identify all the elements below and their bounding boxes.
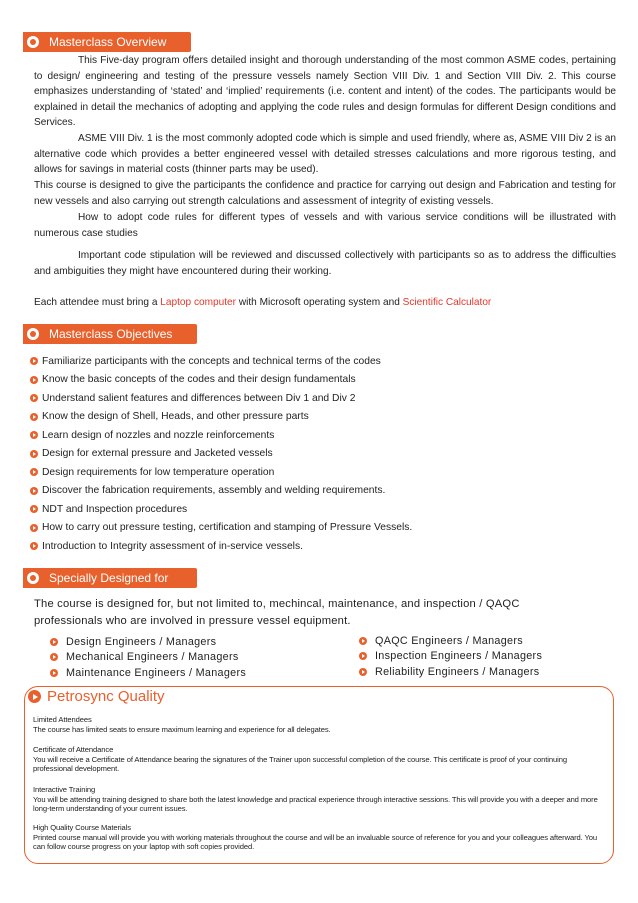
circle-icon xyxy=(27,328,39,340)
list-item: Design for external pressure and Jacketed vessels xyxy=(30,445,412,464)
bullet-arrow-icon xyxy=(30,413,38,421)
bullet-arrow-icon xyxy=(30,450,38,458)
laptop-requirement: Laptop computer xyxy=(160,297,237,308)
bullet-arrow-icon xyxy=(30,524,38,532)
list-item: Inspection Engineers / Managers xyxy=(359,649,542,665)
overview-paragraph-2: ASME VIII Div. 1 is the most commonly adopted code which is simple and used friendly, where as, ASME VIII Div 2 is an alternative code which provides a better engineered vessel with detailed stresses calculations and more rigorous testing, and allows for savings in material costs (thinner parts may be used). xyxy=(34,133,616,176)
quality-item-heading: Limited Attendees xyxy=(33,715,92,724)
quality-item-text: Printed course manual will provide you with working materials throughout the course and will be an invaluable source of reference for you and your colleagues afterward. You can follow course progress on your laptop with soft copies provided. xyxy=(33,832,598,852)
list-item: Know the design of Shell, Heads, and other pressure parts xyxy=(30,408,412,427)
bullet-arrow-icon xyxy=(50,638,58,646)
objectives-list xyxy=(30,352,412,556)
overview-paragraph-5: Important code stipulation will be reviewed and discussed collectively with participants so as to address the difficulties and ambiguities they might have encountered during their working. xyxy=(34,250,616,277)
designed-for-intro: The course is designed for, but not limited to, mechincal, maintenance, and inspection / QAQC professionals who are involved in pressure vessel equipment. xyxy=(34,598,520,627)
bring-prefix: Each attendee must bring a xyxy=(34,297,161,308)
list-item: Familiarize participants with the concepts and technical terms of the codes xyxy=(30,352,412,371)
list-item: QAQC Engineers / Managers xyxy=(359,633,542,649)
bullet-arrow-icon xyxy=(50,669,58,677)
audience-list-right xyxy=(359,633,542,680)
list-item: Understand salient features and differences between Div 1 and Div 2 xyxy=(30,389,412,408)
bullet-arrow-icon xyxy=(30,357,38,365)
quality-item-heading: Certificate of Attendance xyxy=(33,745,114,754)
list-item: Design Engineers / Managers xyxy=(50,634,246,650)
quality-item-text: You will receive a Certificate of Attendance bearing the signatures of the Trainer upon successful completion of the course. This certificate is proof of your continuing professional development. xyxy=(33,754,567,774)
objectives-header xyxy=(23,324,197,344)
list-item: Know the basic concepts of the codes and their design fundamentals xyxy=(30,371,412,390)
bullet-arrow-icon xyxy=(30,394,38,402)
overview-header xyxy=(23,32,191,52)
overview-paragraph-1: This Five-day program offers detailed insight and thorough understanding of the most common ASME codes, pertaining to design/ engineering and testing of the pressure vessels namely Section VIII Div. 1 and Section VIII Div. 2. This course emphasizes understanding of ‘stated’ and ‘implied’ requirements (i.e. content and intent) of the codes. The participants would be explained in detail the mechanics of adopting and applying the code rules and design formulas for different Design conditions and Services. xyxy=(34,55,616,129)
overview-paragraph-4: How to adopt code rules for different types of vessels and with various service conditions will be illustrated with numerous case studies xyxy=(34,212,616,239)
designed-for-header-label: Specially Designed for xyxy=(49,571,169,585)
list-item: Discover the fabrication requirements, assembly and welding requirements. xyxy=(30,482,412,501)
bullet-arrow-icon xyxy=(30,542,38,550)
quality-item xyxy=(33,715,607,734)
quality-item-text: The course has limited seats to ensure maximum learning and experience for all delegates. xyxy=(33,724,331,734)
list-item: Mechanical Engineers / Managers xyxy=(50,650,246,666)
quality-item-heading: High Quality Course Materials xyxy=(33,823,131,832)
objectives-header-label: Masterclass Objectives xyxy=(49,327,173,341)
list-item: Design requirements for low temperature operation xyxy=(30,463,412,482)
bullet-arrow-icon xyxy=(359,652,367,660)
quality-item xyxy=(33,745,607,774)
bullet-arrow-icon xyxy=(359,637,367,645)
quality-title xyxy=(28,688,165,705)
list-item: Reliability Engineers / Managers xyxy=(359,664,542,680)
bullet-arrow-icon xyxy=(30,505,38,513)
circle-icon xyxy=(27,36,39,48)
list-item: Introduction to Integrity assessment of in-service vessels. xyxy=(30,537,412,556)
calculator-requirement: Scientific Calculator xyxy=(402,297,492,308)
audience-list-left xyxy=(50,634,246,681)
designed-for-header xyxy=(23,568,197,588)
circle-icon xyxy=(27,572,39,584)
overview-header-label: Masterclass Overview xyxy=(49,35,167,49)
play-icon xyxy=(28,690,41,703)
quality-item xyxy=(33,823,607,852)
bullet-arrow-icon xyxy=(30,487,38,495)
quality-item xyxy=(33,785,607,814)
bullet-arrow-icon xyxy=(30,468,38,476)
bullet-arrow-icon xyxy=(30,431,38,439)
quality-item-text: You will be attending training designed to share both the latest knowledge and practical experience through interactive sessions. This will provide you with a deeper and more long-term understanding of your current issues. xyxy=(33,794,598,814)
bullet-arrow-icon xyxy=(30,376,38,384)
list-item: NDT and Inspection procedures xyxy=(30,500,412,519)
list-item: How to carry out pressure testing, certification and stamping of Pressure Vessels. xyxy=(30,519,412,538)
overview-paragraph-3: This course is designed to give the participants the confidence and practice for carrying out design and Fabrication and testing for new vessels and also carrying out strength calculations and assessment of integrity of existing vessels. xyxy=(34,180,616,207)
list-item: Maintenance Engineers / Managers xyxy=(50,665,246,681)
list-item: Learn design of nozzles and nozzle reinforcements xyxy=(30,426,412,445)
bring-mid: with Microsoft operating system and xyxy=(236,297,403,308)
bullet-arrow-icon xyxy=(359,668,367,676)
quality-item-heading: Interactive Training xyxy=(33,785,96,794)
bullet-arrow-icon xyxy=(50,653,58,661)
bring-requirements xyxy=(34,295,616,311)
quality-title-label: Petrosync Quality xyxy=(47,688,165,705)
